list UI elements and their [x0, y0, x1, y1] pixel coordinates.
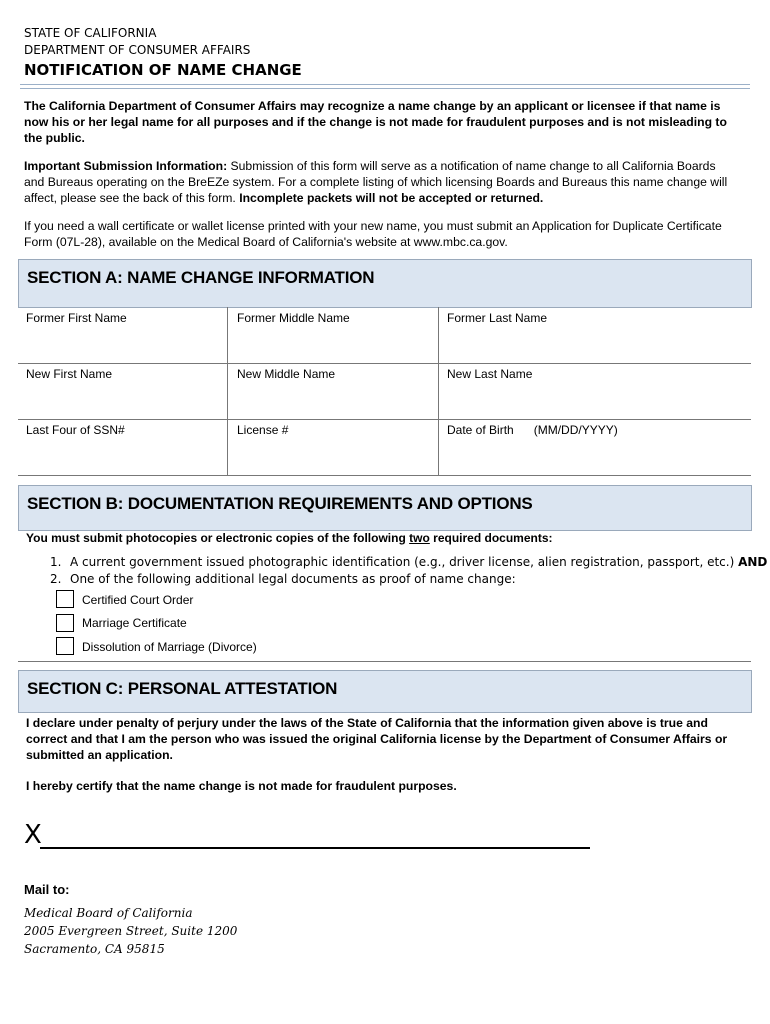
- new-first-name-field[interactable]: [18, 363, 228, 419]
- department-header: DEPARTMENT OF CONSUMER AFFAIRS: [24, 43, 251, 57]
- section-a-header: [18, 259, 752, 308]
- field-label: Former Last Name: [447, 311, 548, 325]
- field-label: New First Name: [26, 367, 113, 381]
- photo-id-requirement: A current government issued photographic identification (e.g., driver license, alien registration, passport, etc.): [70, 555, 739, 569]
- marriage-certificate-label: Marriage Certificate: [82, 616, 187, 630]
- fraud-certification: I hereby certify that the name change is not made for fraudulent purposes.: [26, 779, 457, 793]
- signature-mark: X: [24, 820, 42, 850]
- and-emphasis: AND: [738, 555, 768, 569]
- section-b-header: [18, 485, 752, 531]
- date-of-birth-field[interactable]: [439, 419, 751, 475]
- marriage-certificate-checkbox[interactable]: [56, 614, 74, 632]
- former-last-name-field[interactable]: [439, 307, 751, 363]
- section-divider: [18, 661, 751, 662]
- field-label: Former Middle Name: [237, 311, 350, 325]
- field-label: License #: [237, 423, 289, 437]
- state-header: STATE OF CALIFORNIA: [24, 26, 157, 40]
- item-2-number: 2.: [50, 572, 62, 586]
- req-text-end: required documents:: [429, 531, 553, 545]
- perjury-declaration: I declare under penalty of perjury under the laws of the State of California that the information given above is true and correct and that I am the person who was issued the original California license by the Department of Consumer Affairs or submitted an application.: [26, 716, 728, 762]
- item-1-number: 1.: [50, 555, 62, 569]
- field-label: New Middle Name: [237, 367, 336, 381]
- mail-address-street: 2005 Evergreen Street, Suite 1200: [24, 924, 238, 938]
- mail-address-city: Sacramento, CA 95815: [24, 942, 165, 956]
- duplicate-certificate-paragraph: If you need a wall certificate or wallet license printed with your new name, you must submit an Application for Duplicate Certificate Form (07L-28), available on the Medical Board of California's website at www.mbc.ca.gov.: [24, 219, 722, 249]
- mail-address-name: Medical Board of California: [24, 906, 193, 920]
- item-1-text: [70, 555, 767, 569]
- section-c-title: SECTION C: PERSONAL ATTESTATION: [27, 679, 338, 698]
- req-emphasis: two: [409, 531, 430, 545]
- section-c-header: [18, 670, 752, 713]
- field-label: Last Four of SSN#: [26, 423, 125, 437]
- new-last-name-field[interactable]: [439, 363, 751, 419]
- submission-info-paragraph: [24, 158, 736, 206]
- former-middle-name-field[interactable]: [229, 307, 439, 363]
- required-documents-instruction: [26, 531, 553, 545]
- former-first-name-field[interactable]: [18, 307, 228, 363]
- court-order-checkbox[interactable]: [56, 590, 74, 608]
- field-label: New Last Name: [447, 367, 533, 381]
- ssn-last-four-field[interactable]: [18, 419, 228, 475]
- field-label: Date of Birth (MM/DD/YYYY): [447, 423, 618, 437]
- req-text: You must submit photocopies or electronic copies of the following: [26, 531, 410, 545]
- mail-to-label: Mail to:: [24, 882, 70, 897]
- divorce-checkbox[interactable]: [56, 637, 74, 655]
- court-order-label: Certified Court Order: [82, 593, 194, 607]
- item-2-text: One of the following additional legal documents as proof of name change:: [70, 572, 516, 586]
- signature-line[interactable]: [40, 847, 590, 849]
- intro-paragraph: The California Department of Consumer Affairs may recognize a name change by an applicant or licensee if that name is now his or her legal name for all purposes and if the change is not made for fraudulent purposes and is not misleading to the public.: [24, 99, 727, 145]
- divorce-label: Dissolution of Marriage (Divorce): [82, 640, 257, 654]
- form-title: NOTIFICATION OF NAME CHANGE: [24, 61, 302, 79]
- submission-info-text: Submission of this form will serve as a notification of name change to all California Boards and Bureaus operating on the BreEZe system. For a complete listing of which licensing Boards and Bureaus this name change will affect, please see the back of this form.: [24, 159, 728, 205]
- submission-info-heading: Important Submission Information:: [24, 159, 228, 173]
- title-rule-double: [20, 88, 750, 89]
- new-middle-name-field[interactable]: [229, 363, 439, 419]
- title-rule: [20, 84, 750, 85]
- incomplete-packets-note: Incomplete packets will not be accepted or returned.: [239, 191, 544, 205]
- name-change-fields: [18, 307, 751, 476]
- field-label: Former First Name: [26, 311, 127, 325]
- license-number-field[interactable]: [229, 419, 439, 475]
- section-a-title: SECTION A: NAME CHANGE INFORMATION: [27, 268, 375, 287]
- section-b-title: SECTION B: DOCUMENTATION REQUIREMENTS AND OPTIONS: [27, 494, 533, 513]
